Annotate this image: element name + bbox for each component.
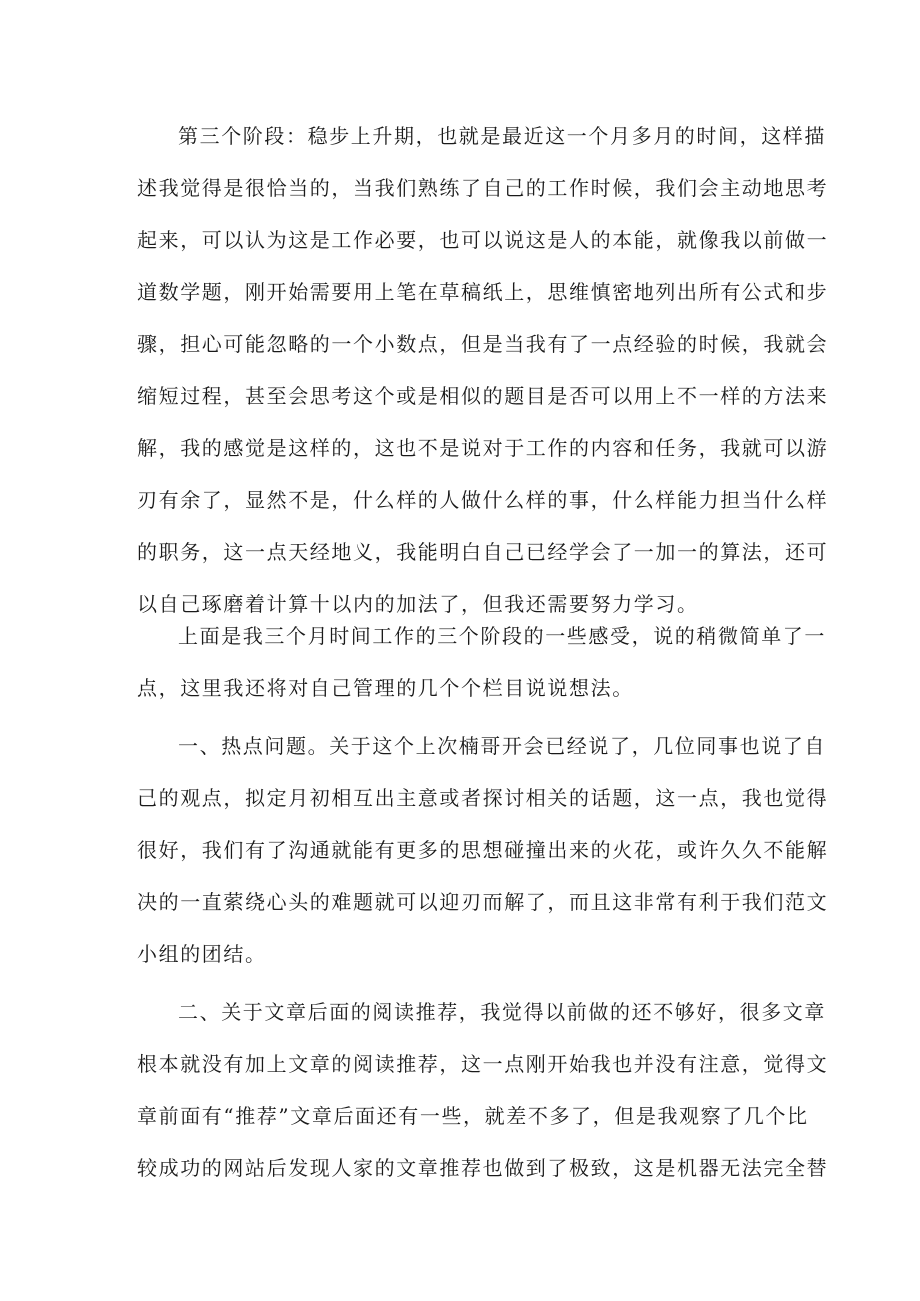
paragraph-stage-three — [137, 110, 829, 630]
text-line: 起来，可以认为这是工作必要，也可以说这是人的本能，就像我以前做一 — [137, 228, 829, 252]
text-line: 刃有余了，显然不是，什么样的人做什么样的事，什么样能力担当什么样 — [137, 488, 829, 512]
text-line: 第三个阶段：稳步上升期，也就是最近这一个月多月的时间，这样描 — [178, 124, 826, 148]
text-line: 较成功的网站后发现人家的文章推荐也做到了极致，这是机器无法完全替 — [137, 1156, 829, 1180]
text-line: 缩短过程，甚至会思考这个或是相似的题目是否可以用上不一样的方法来 — [137, 384, 829, 408]
paragraph-hot-topics — [137, 720, 829, 980]
text-line: 决的一直萦绕心头的难题就可以迎刃而解了，而且这非常有利于我们范文 — [137, 890, 829, 914]
text-line: 小组的团结。 — [137, 942, 267, 966]
text-line: 解，我的感觉是这样的，这也不是说对于工作的内容和任务，我就可以游 — [137, 436, 829, 460]
text-line: 很好，我们有了沟通就能有更多的思想碰撞出来的火花，或许久久不能解 — [137, 838, 829, 862]
text-line: 的职务，这一点天经地义，我能明白自己已经学会了一加一的算法，还可 — [137, 540, 829, 564]
text-line: 上面是我三个月时间工作的三个阶段的一些感受，说的稍微简单了一 — [178, 624, 826, 648]
text-line: 二、关于文章后面的阅读推荐，我觉得以前做的还不够好，很多文章 — [178, 1000, 826, 1024]
paragraph-reading-recommendations — [137, 986, 829, 1194]
text-line: 章前面有“推荐”文章后面还有一些，就差不多了，但是我观察了几个比 — [137, 1104, 809, 1128]
text-line: 以自己琢磨着计算十以内的加法了，但我还需要努力学习。 — [137, 592, 699, 616]
text-line: 骤，担心可能忽略的一个小数点，但是当我有了一点经验的时候，我就会 — [137, 332, 829, 356]
paragraph-summary — [137, 610, 826, 714]
text-line: 点，这里我还将对自己管理的几个个栏目说说想法。 — [137, 676, 634, 700]
text-line: 道数学题，刚开始需要用上笔在草稿纸上，思维慎密地列出所有公式和步 — [137, 280, 829, 304]
text-line: 己的观点，拟定月初相互出主意或者探讨相关的话题，这一点，我也觉得 — [137, 786, 829, 810]
text-line: 述我觉得是很恰当的，当我们熟练了自己的工作时候，我们会主动地思考 — [137, 176, 829, 200]
text-line: 一、热点问题。关于这个上次楠哥开会已经说了，几位同事也说了自 — [178, 734, 826, 758]
text-line: 根本就没有加上文章的阅读推荐，这一点刚开始我也并没有注意，觉得文 — [137, 1052, 829, 1076]
